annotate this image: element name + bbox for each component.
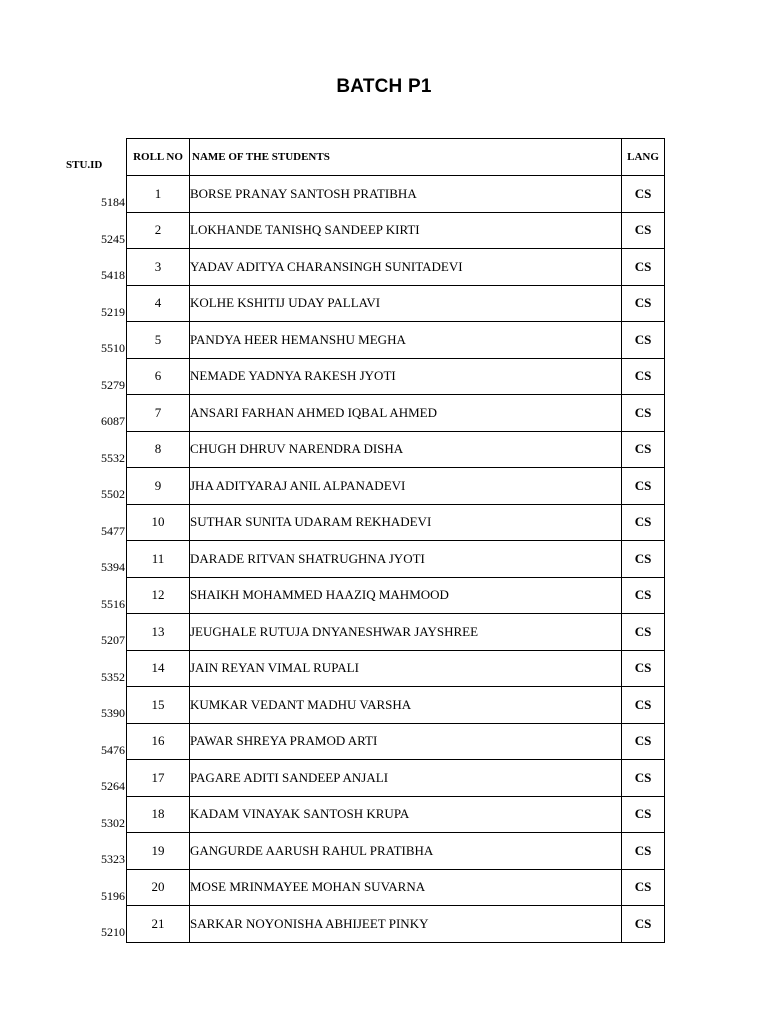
table-row xyxy=(127,431,665,468)
stu-id-value: 5516 xyxy=(101,596,125,611)
stu-id-value: 5264 xyxy=(101,779,125,793)
table-row xyxy=(127,358,665,395)
stu-id-value: 5477 xyxy=(101,523,125,538)
stu-id-value: 6087 xyxy=(101,414,125,428)
roll-no-cell: 6 xyxy=(127,358,190,395)
roll-no-cell: 20 xyxy=(127,869,190,906)
table-row xyxy=(127,176,665,213)
lang-cell: CS xyxy=(622,760,665,797)
student-name-cell: ANSARI FARHAN AHMED IQBAL AHMED xyxy=(190,395,622,432)
student-name-cell: DARADE RITVAN SHATRUGHNA JYOTI xyxy=(190,541,622,578)
lang-cell: CS xyxy=(622,723,665,760)
roll-no-cell: 21 xyxy=(127,906,190,943)
table-row xyxy=(127,650,665,687)
student-name-cell: KOLHE KSHITIJ UDAY PALLAVI xyxy=(190,285,622,322)
roll-no-cell: 14 xyxy=(127,650,190,687)
lang-cell: CS xyxy=(622,687,665,724)
lang-cell: CS xyxy=(622,650,665,687)
student-table-body xyxy=(127,176,665,943)
student-name-cell: JEUGHALE RUTUJA DNYANESHWAR JAYSHREE xyxy=(190,614,622,651)
lang-cell: CS xyxy=(622,614,665,651)
table-row xyxy=(127,504,665,541)
lang-cell: CS xyxy=(622,906,665,943)
student-name-cell: BORSE PRANAY SANTOSH PRATIBHA xyxy=(190,176,622,213)
student-name-cell: PAWAR SHREYA PRAMOD ARTI xyxy=(190,723,622,760)
stu-id-header: STU.ID xyxy=(66,159,103,171)
table-row xyxy=(127,906,665,943)
student-name-cell: KADAM VINAYAK SANTOSH KRUPA xyxy=(190,796,622,833)
stu-id-value: 5279 xyxy=(101,377,125,392)
table-row xyxy=(127,468,665,505)
roll-no-cell: 16 xyxy=(127,723,190,760)
lang-cell: CS xyxy=(622,322,665,359)
student-name-cell: JHA ADITYARAJ ANIL ALPANADEVI xyxy=(190,468,622,505)
lang-cell: CS xyxy=(622,395,665,432)
page-title: BATCH P1 xyxy=(336,76,432,97)
name-header: NAME OF THE STUDENTS xyxy=(190,139,622,176)
roll-no-cell: 13 xyxy=(127,614,190,651)
table-row xyxy=(127,614,665,651)
student-name-cell: PANDYA HEER HEMANSHU MEGHA xyxy=(190,322,622,359)
table-row xyxy=(127,285,665,322)
student-name-cell: GANGURDE AARUSH RAHUL PRATIBHA xyxy=(190,833,622,870)
lang-cell: CS xyxy=(622,833,665,870)
student-name-cell: PAGARE ADITI SANDEEP ANJALI xyxy=(190,760,622,797)
roll-no-cell: 9 xyxy=(127,468,190,505)
student-name-cell: YADAV ADITYA CHARANSINGH SUNITADEVI xyxy=(190,249,622,286)
lang-cell: CS xyxy=(622,212,665,249)
table-row xyxy=(127,760,665,797)
roll-no-cell: 18 xyxy=(127,796,190,833)
stu-id-value: 5219 xyxy=(101,304,125,319)
lang-cell: CS xyxy=(622,358,665,395)
table-row xyxy=(127,322,665,359)
stu-id-value: 5476 xyxy=(101,742,125,757)
stu-id-value: 5323 xyxy=(101,852,125,866)
stu-id-value: 5502 xyxy=(101,487,125,501)
lang-cell: CS xyxy=(622,285,665,322)
stu-id-value: 5184 xyxy=(101,195,125,209)
stu-id-value: 5390 xyxy=(101,706,125,720)
lang-cell: CS xyxy=(622,869,665,906)
lang-header: LANG xyxy=(622,139,665,176)
stu-id-value: 5245 xyxy=(101,231,125,246)
table-row xyxy=(127,833,665,870)
student-table xyxy=(126,138,665,943)
table-row xyxy=(127,577,665,614)
lang-cell: CS xyxy=(622,504,665,541)
lang-cell: CS xyxy=(622,431,665,468)
lang-cell: CS xyxy=(622,796,665,833)
stu-id-value: 5510 xyxy=(101,341,125,355)
roll-no-cell: 4 xyxy=(127,285,190,322)
student-name-cell: LOKHANDE TANISHQ SANDEEP KIRTI xyxy=(190,212,622,249)
table-header-row xyxy=(127,139,665,176)
stu-id-value: 5196 xyxy=(101,888,125,903)
stu-id-value: 5418 xyxy=(101,268,125,282)
lang-cell: CS xyxy=(622,468,665,505)
roll-no-cell: 19 xyxy=(127,833,190,870)
stu-id-value: 5302 xyxy=(101,815,125,830)
student-name-cell: CHUGH DHRUV NARENDRA DISHA xyxy=(190,431,622,468)
lang-cell: CS xyxy=(622,249,665,286)
roll-no-cell: 12 xyxy=(127,577,190,614)
roll-no-cell: 15 xyxy=(127,687,190,724)
student-name-cell: MOSE MRINMAYEE MOHAN SUVARNA xyxy=(190,869,622,906)
table-row xyxy=(127,796,665,833)
table-row xyxy=(127,723,665,760)
stu-id-column xyxy=(60,175,125,942)
stu-id-value: 5210 xyxy=(101,925,125,939)
table-row xyxy=(127,212,665,249)
student-name-cell: KUMKAR VEDANT MADHU VARSHA xyxy=(190,687,622,724)
roll-no-cell: 11 xyxy=(127,541,190,578)
stu-id-value: 5394 xyxy=(101,560,125,574)
roll-no-cell: 1 xyxy=(127,176,190,213)
roll-no-cell: 3 xyxy=(127,249,190,286)
table-row xyxy=(127,687,665,724)
stu-id-value: 5352 xyxy=(101,669,125,684)
student-name-cell: SARKAR NOYONISHA ABHIJEET PINKY xyxy=(190,906,622,943)
roll-no-cell: 10 xyxy=(127,504,190,541)
table-row xyxy=(127,395,665,432)
table-row xyxy=(127,541,665,578)
lang-cell: CS xyxy=(622,541,665,578)
table-row xyxy=(127,869,665,906)
stu-id-value: 5532 xyxy=(101,450,125,465)
table-row xyxy=(127,249,665,286)
roll-no-cell: 7 xyxy=(127,395,190,432)
roll-no-cell: 17 xyxy=(127,760,190,797)
student-name-cell: NEMADE YADNYA RAKESH JYOTI xyxy=(190,358,622,395)
roll-no-cell: 8 xyxy=(127,431,190,468)
roll-no-cell: 2 xyxy=(127,212,190,249)
roll-no-header: ROLL NO xyxy=(127,139,190,176)
stu-id-value: 5207 xyxy=(101,633,125,647)
roll-no-cell: 5 xyxy=(127,322,190,359)
student-name-cell: SUTHAR SUNITA UDARAM REKHADEVI xyxy=(190,504,622,541)
student-name-cell: SHAIKH MOHAMMED HAAZIQ MAHMOOD xyxy=(190,577,622,614)
lang-cell: CS xyxy=(622,176,665,213)
student-name-cell: JAIN REYAN VIMAL RUPALI xyxy=(190,650,622,687)
lang-cell: CS xyxy=(622,577,665,614)
